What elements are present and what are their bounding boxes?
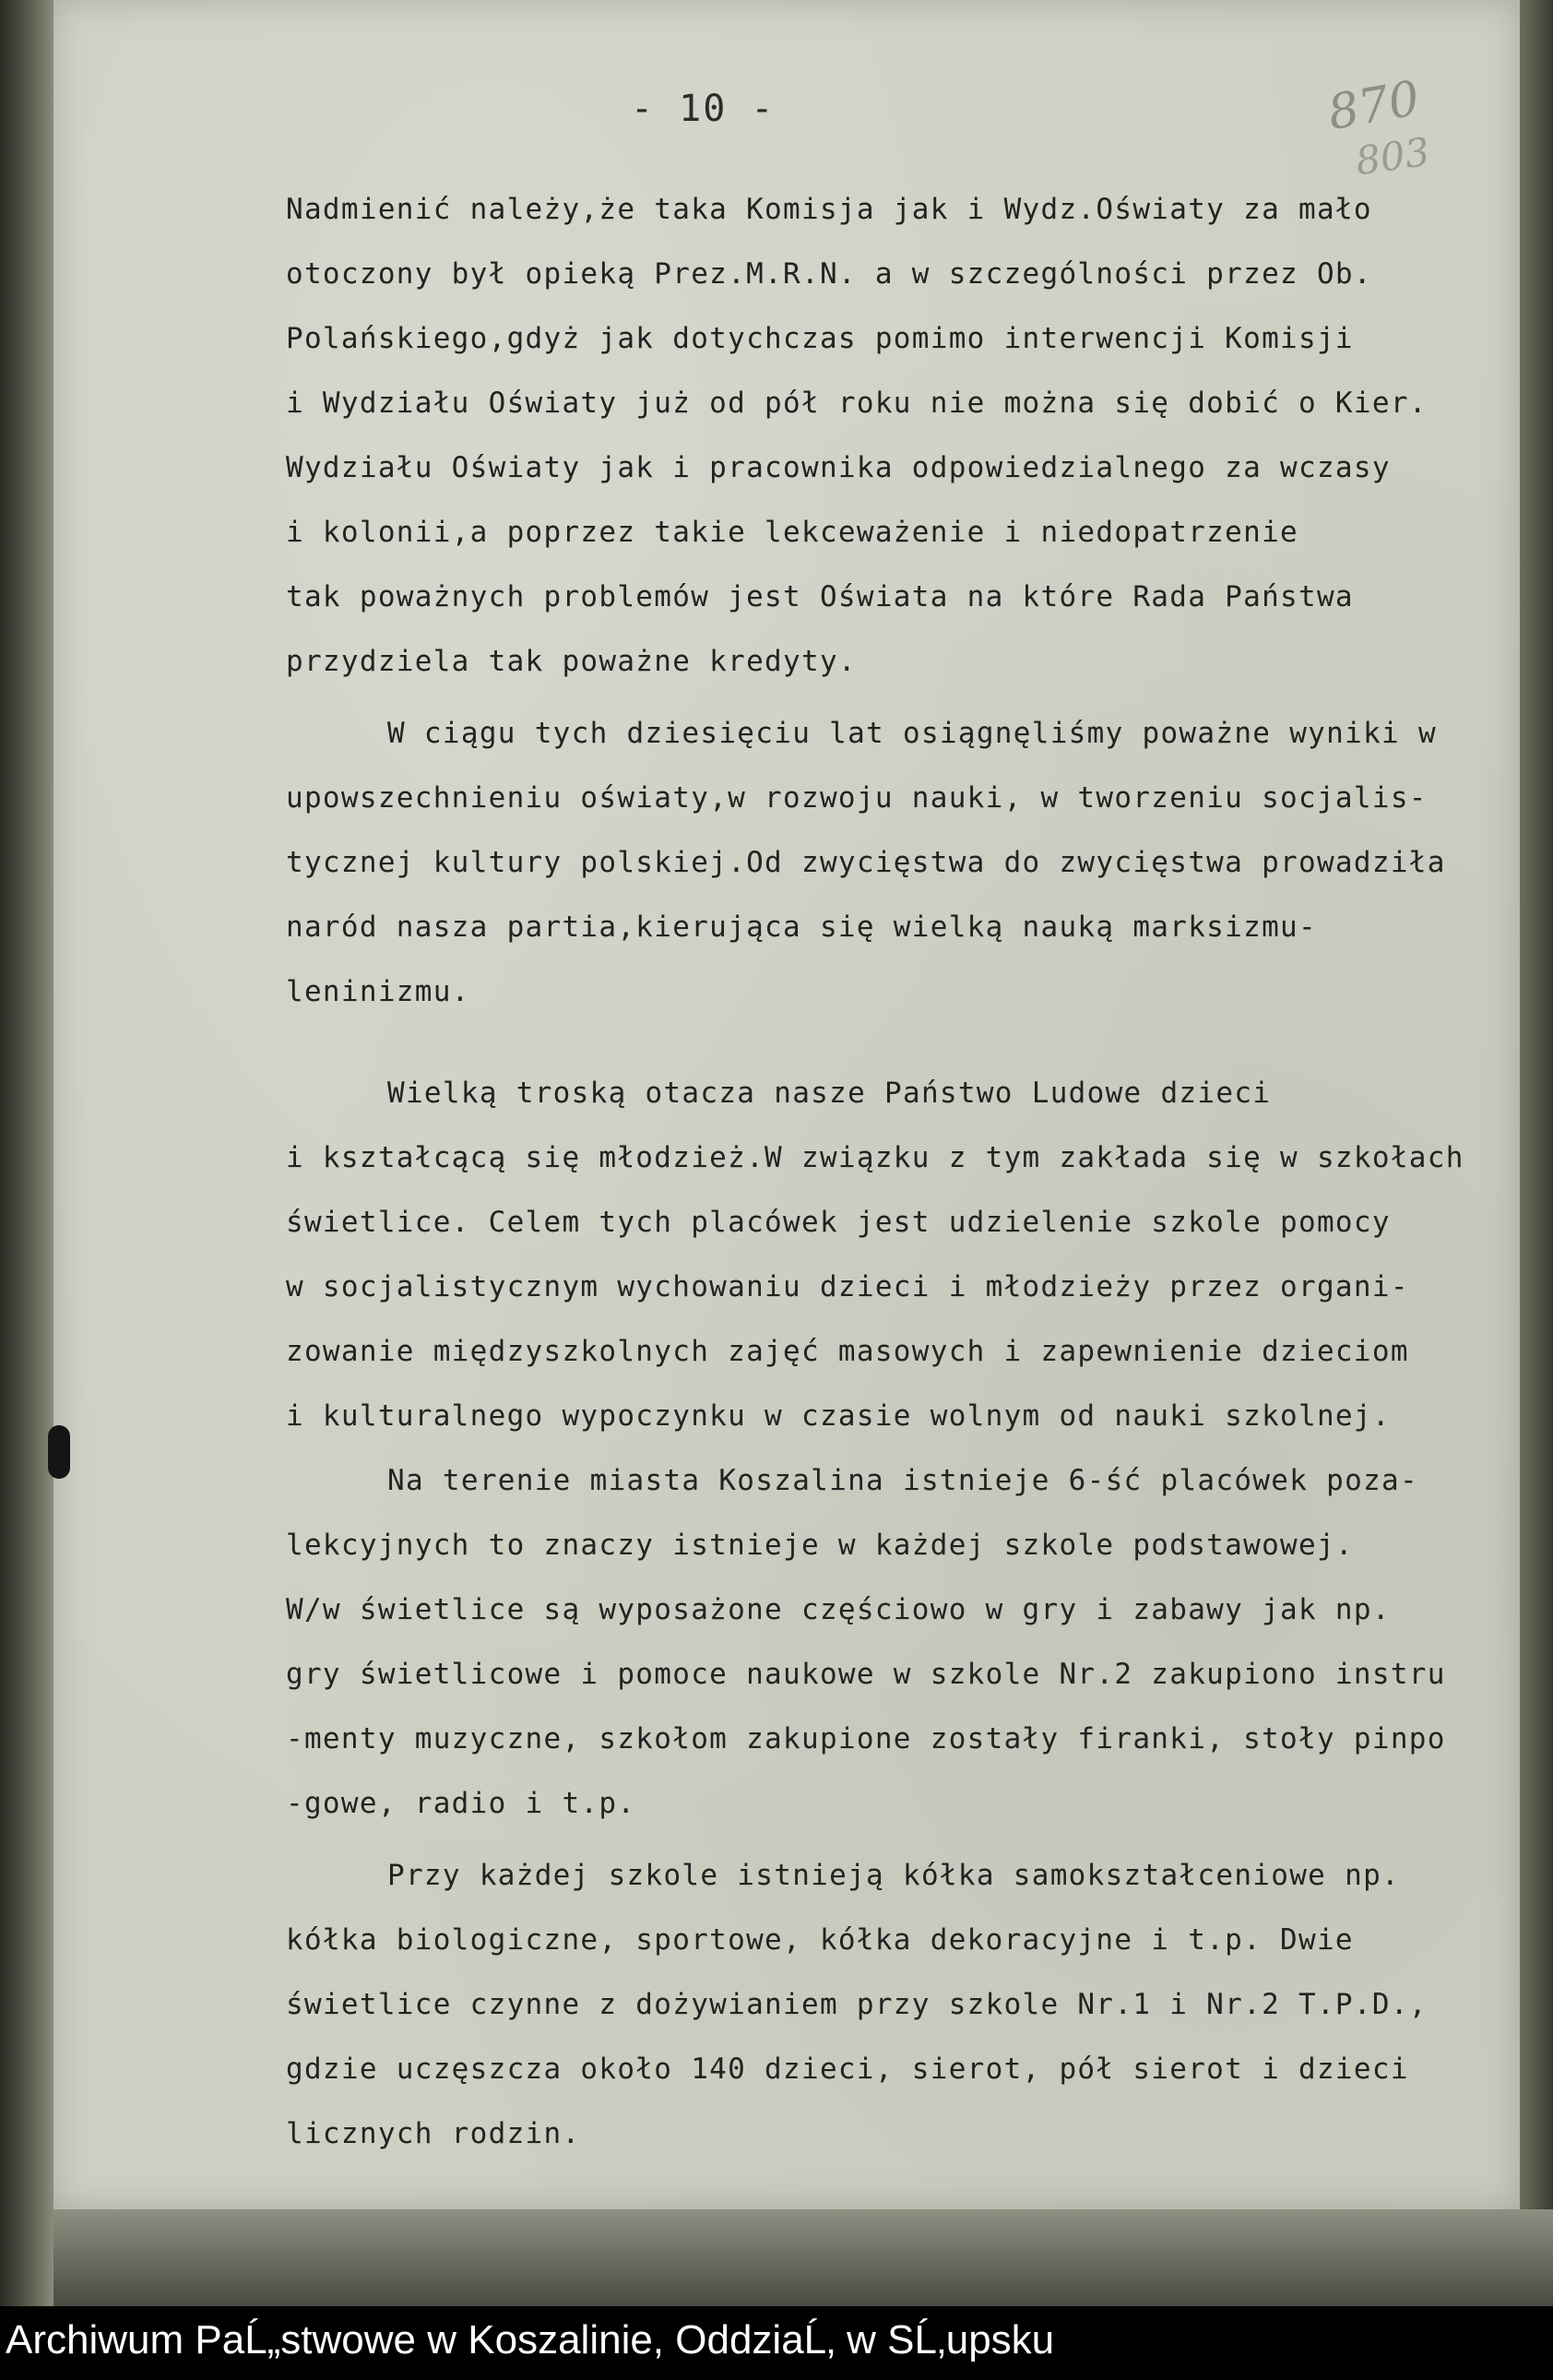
text-line: kółka biologiczne, sportowe, kółka dekoracyjne i t.p. Dwie bbox=[286, 1923, 1354, 1957]
text-line: Polańskiego,gdyż jak dotychczas pomimo interwencji Komisji bbox=[286, 322, 1354, 355]
text-line: świetlice czynne z dożywianiem przy szkole Nr.1 i Nr.2 T.P.D., bbox=[286, 1988, 1428, 2021]
punch-hole bbox=[48, 1425, 70, 1479]
page-number: - 10 - bbox=[631, 88, 776, 130]
text-line: tycznej kultury polskiej.Od zwycięstwa do zwycięstwa prowadziła bbox=[286, 846, 1446, 879]
text-line: Przy każdej szkole istnieją kółka samokształceniowe np. bbox=[387, 1859, 1400, 1892]
pencil-annotation: 803 bbox=[1352, 128, 1433, 184]
text-line: świetlice. Celem tych placówek jest udzielenie szkole pomocy bbox=[286, 1206, 1391, 1239]
text-line: Nadmienić należy,że taka Komisja jak i Wydz.Oświaty za mało bbox=[286, 193, 1372, 226]
archive-footer-bar bbox=[0, 2306, 1553, 2380]
text-line: Na terenie miasta Koszalina istnieje 6-ść placówek poza- bbox=[387, 1464, 1418, 1497]
text-line: i kształcącą się młodzież.W związku z tym zakłada się w szkołach bbox=[286, 1141, 1464, 1174]
scan-right-edge bbox=[1520, 0, 1553, 2306]
text-line: gry świetlicowe i pomoce naukowe w szkole Nr.2 zakupiono instru bbox=[286, 1658, 1446, 1691]
archive-footer-text: Archiwum PaĹ„stwowe w Koszalinie, OddziaĹ‚ w SĹ‚upsku bbox=[6, 2317, 1055, 2362]
text-line: leninizmu. bbox=[286, 975, 470, 1008]
text-line: upowszechnieniu oświaty,w rozwoju nauki, w tworzeniu socjalis- bbox=[286, 781, 1428, 815]
text-line: i Wydziału Oświaty już od pół roku nie można się dobić o Kier. bbox=[286, 387, 1428, 420]
text-line: i kolonii,a poprzez takie lekceważenie i niedopatrzenie bbox=[286, 516, 1298, 549]
text-line: licznych rodzin. bbox=[286, 2117, 581, 2150]
scan-bottom-shadow bbox=[53, 2209, 1553, 2306]
text-line: W ciągu tych dziesięciu lat osiągnęliśmy poważne wyniki w bbox=[387, 717, 1437, 750]
text-line: i kulturalnego wypoczynku w czasie wolnym od nauki szkolnej. bbox=[286, 1399, 1391, 1433]
text-line: gdzie uczęszcza około 140 dzieci, sierot, pół sierot i dzieci bbox=[286, 2053, 1409, 2086]
text-line: zowanie międzyszkolnych zajęć masowych i zapewnienie dzieciom bbox=[286, 1335, 1409, 1368]
text-line: przydziela tak poważne kredyty. bbox=[286, 645, 857, 678]
text-line: -menty muzyczne, szkołom zakupione zostały firanki, stoły pinpo bbox=[286, 1722, 1446, 1755]
text-line: tak poważnych problemów jest Oświata na które Rada Państwa bbox=[286, 580, 1354, 613]
typed-text-body bbox=[286, 177, 1485, 2166]
text-line: W/w świetlice są wyposażone częściowo w gry i zabawy jak np. bbox=[286, 1593, 1391, 1626]
text-line: Wydziału Oświaty jak i pracownika odpowiedzialnego za wczasy bbox=[286, 451, 1391, 484]
text-line: otoczony był opieką Prez.M.R.N. a w szczególności przez Ob. bbox=[286, 257, 1372, 291]
pencil-annotation: 870 bbox=[1323, 70, 1424, 142]
text-line: w socjalistycznym wychowaniu dzieci i młodzieży przez organi- bbox=[286, 1270, 1409, 1303]
text-line: naród nasza partia,kierująca się wielką nauką marksizmu- bbox=[286, 910, 1317, 944]
text-line: Wielką troską otacza nasze Państwo Ludowe dzieci bbox=[387, 1077, 1272, 1110]
text-line: -gowe, radio i t.p. bbox=[286, 1787, 636, 1820]
text-line: lekcyjnych to znaczy istnieje w każdej szkole podstawowej. bbox=[286, 1529, 1354, 1562]
